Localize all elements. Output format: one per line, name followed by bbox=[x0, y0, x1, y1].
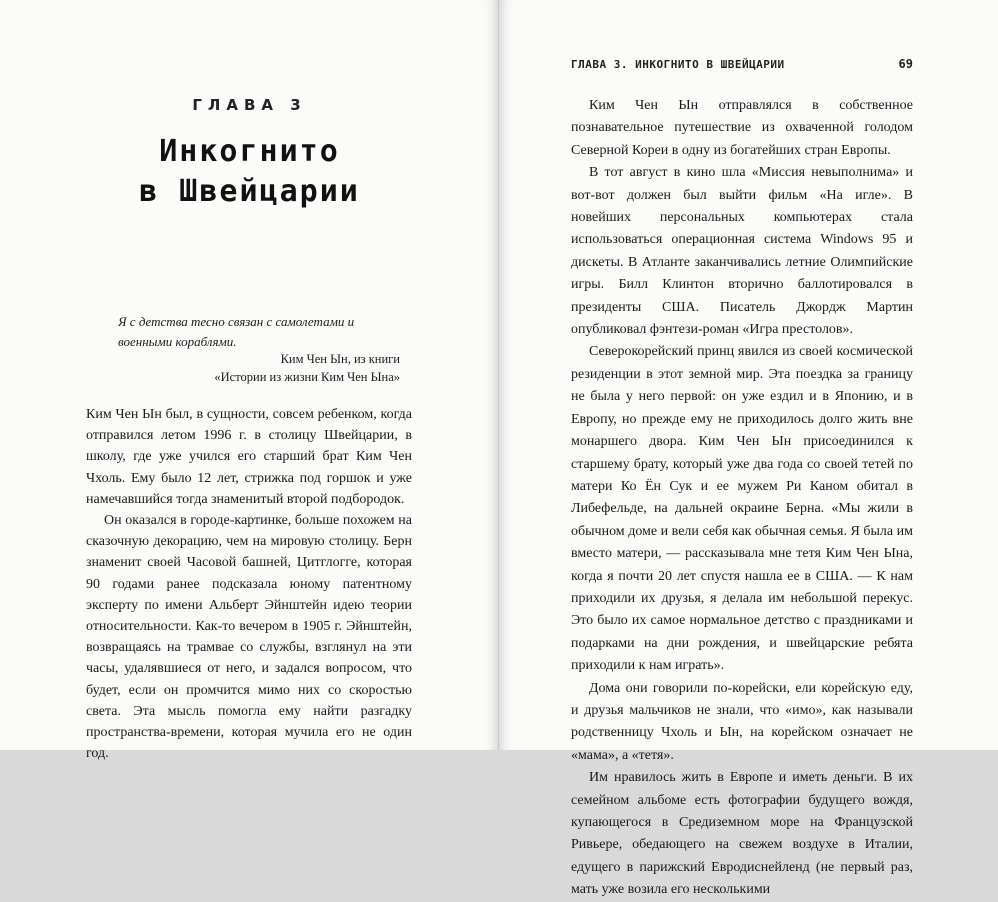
epigraph-source-author: Ким Чен Ын, из книги bbox=[280, 352, 400, 366]
paragraph: Ким Чен Ын отправлялся в собственное познавательное путешествие из охваченной голодом Северной Кореи в одну из богатейших стран Европы. bbox=[571, 98, 913, 158]
chapter-title bbox=[0, 132, 499, 212]
running-head: ГЛАВА 3. ИНКОГНИТО В ШВЕЙЦАРИИ bbox=[571, 58, 785, 71]
left-body-text bbox=[86, 404, 412, 764]
page-number: 69 bbox=[898, 57, 913, 71]
chapter-title-line-2: в Швейцарии bbox=[139, 174, 360, 209]
right-page bbox=[499, 0, 998, 898]
paragraph: Он оказался в городе-картинке, больше похожем на сказочную декорацию, чем на мировую столицу. Берн знаменит своей Часовой башней, Цитглогге, которая 90 годами ранее подсказала юному патентному эксперту по имени Альберт Эйнштейн идею теории относительности. Как-то вечером в 1905 г. Эйнштейн, возвращаясь на трамвае со службы, взглянул на эти часы, удалявшиеся от него, и задался вопросом, что будет, если он промчится мимо них со скоростью света. Эта мысль помогла ему найти разгадку пространства-времени, которая мучила его не один год. bbox=[86, 513, 412, 762]
paragraph: Им нравилось жить в Европе и иметь деньги. В их семейном альбоме есть фотографии будущего вождя, купающегося в Средиземном море на Французской Ривьере, обедающего на свежем воздухе в Италии, едущего в парижский Евродиснейленд (не первый раз, мать уже возила его несколькими bbox=[571, 770, 913, 898]
chapter-title-line-1: Инкогнито bbox=[159, 134, 340, 169]
right-body-text bbox=[571, 95, 913, 902]
paragraph: Дома они говорили по-корейски, ели корейскую еду, и друзья мальчиков не знали, что «имо», как называли родственницу Чхоль и Ын, на корейском означает не «мама», а «тетя». bbox=[571, 680, 913, 763]
chapter-label: ГЛАВА 3 bbox=[192, 96, 307, 114]
paragraph: Северокорейский принц явился из своей космической резиденции в этот земной мир. Эта поездка за границу не была у него первой: он уже ездил и в Японию, и в Европу, но прежде ему не приходилось долго жить вне монаршего двора. Ким Чен Ын присоединился к старшему брату, который уже два года со своей тетей по матери Ко Ён Сук и ее мужем Ри Каном обитал в Либефельде, на дальней окраине Берна. «Мы жили в обычном доме и вели себя как обычная семья. Я была им вместо матери, — рассказывала мне тетя Ким Чен Ына, когда я почти 20 лет спустя нашла ее в США. — К нам приходили их друзья, я делала им небольшой перекус. Это было их самое нормальное детство с праздниками и подарками на дни рождения, и швейцарские ребята приходили к нам играть». bbox=[571, 344, 913, 674]
paragraph: Ким Чен Ын был, в сущности, совсем ребенком, когда отправился летом 1996 г. в столицу Швейцарии, в школу, где уже учился его старший брат Ким Чен Чхоль. Ему было 12 лет, стрижка под горшок и уже намечавшийся тогда знаменитый второй подбородок. bbox=[86, 407, 412, 507]
epigraph: Я с детства тесно связан с самолетами и военными кораблями. bbox=[118, 314, 355, 349]
epigraph-source-book: «Истории из жизни Ким Чен Ына» bbox=[214, 370, 400, 384]
epigraph-source bbox=[160, 350, 400, 386]
paragraph: В тот август в кино шла «Миссия невыполнима» и вот-вот должен был выйти фильм «На игле». В новейших персональных компьютерах стала использоваться операционная система Windows 95 и дискеты. В Атланте заканчивались летние Олимпийские игры. Билл Клинтон вторично баллотировался в президенты США. Писатель Джордж Мартин опубликовал фэнтези-роман «Игра престолов». bbox=[571, 165, 913, 338]
left-page bbox=[0, 0, 499, 762]
